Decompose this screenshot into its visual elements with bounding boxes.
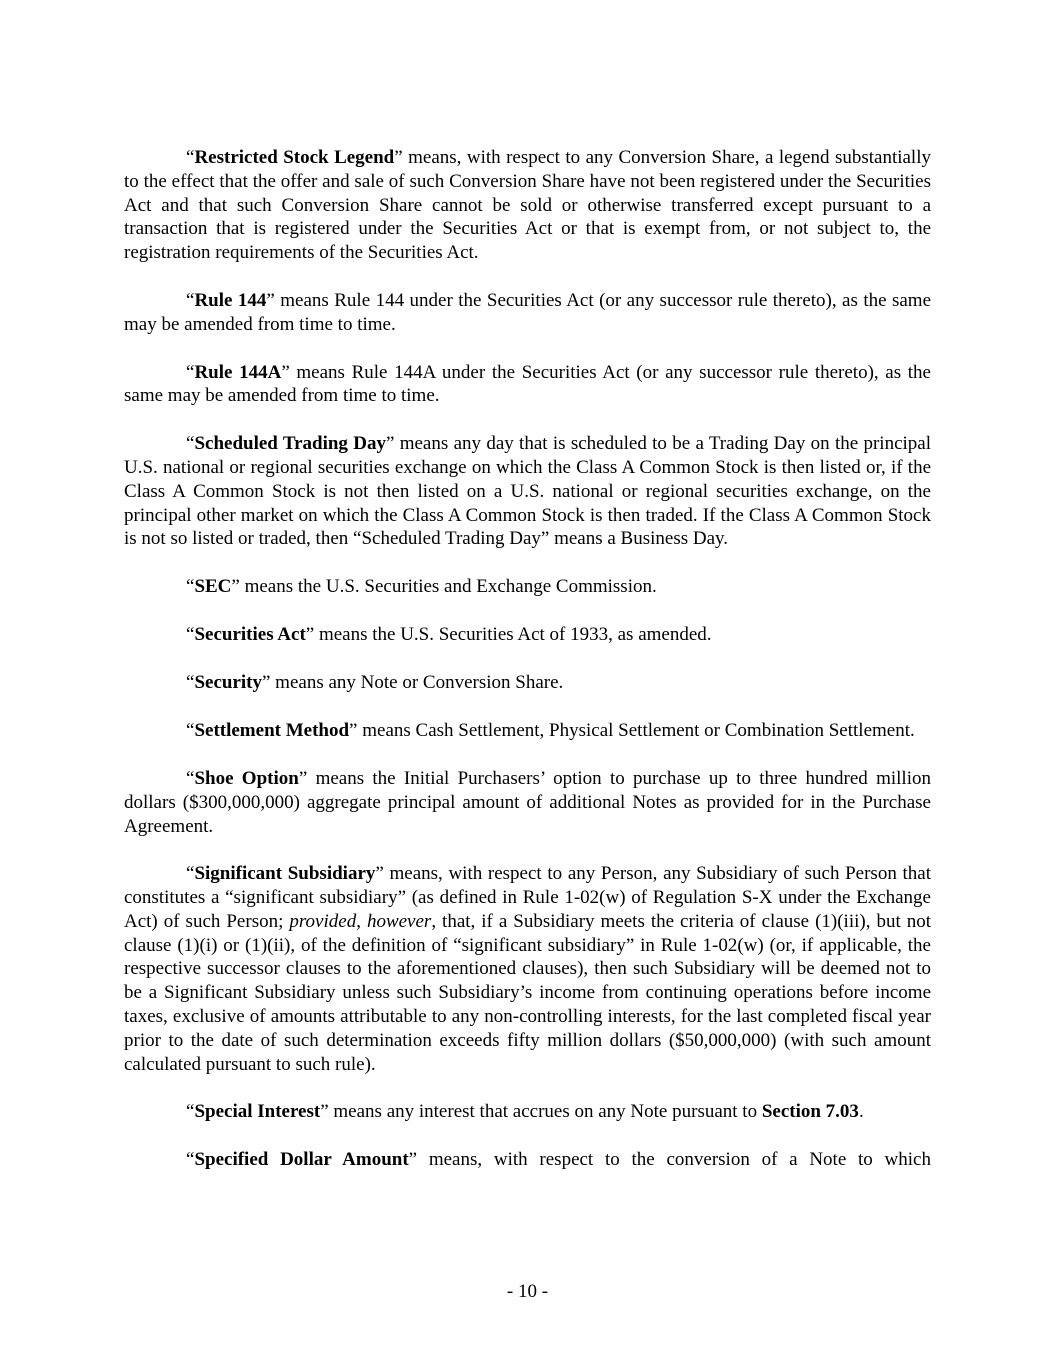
definition-text: means any day that is scheduled to be a Trading Day on the principal U.S. national or regional securities exchange on which the Class A Common Stock is then listed or, if the Class A Common Stock is not then listed on a U.S. national or regional securities exchange, on the principal other market on which the Class A Common Stock is then traded. If the Class A Common Stock is not so listed or traded, then “Scheduled Trading Day” means a Business Day.: [124, 433, 931, 550]
period: .: [858, 1101, 864, 1123]
open-quote: “: [186, 361, 195, 383]
close-quote: ”: [281, 361, 290, 383]
definition-text: , that, if a Subsidiary meets the criteria of clause (1)(iii), but not clause (1)(i) or (1)(ii), of the definition of “significant subsidiary” in Rule 1-02(w) (or, if applicable, the respective successor clauses to the aforementioned clauses), then such Subsidiary will be deemed not to be a Significant Subsidiary unless such Subsidiary’s income from continuing operations before income taxes, exclusive of amounts attributable to any non-controlling interests, for the last completed fiscal year prior to the date of such determination exceeds fifty million dollars ($50,000,000) (with such amount calculated pursuant to such rule).: [124, 910, 931, 1075]
close-quote: ”: [261, 672, 271, 694]
definition-security: [124, 671, 931, 695]
open-quote: “: [186, 576, 195, 598]
definition-text: means Rule 144 under the Securities Act (or any successor rule thereto), as the same may be amended from time to time.: [124, 289, 932, 335]
close-quote: ”: [385, 433, 395, 455]
definition-special-interest: [124, 1100, 931, 1124]
close-quote: ”: [231, 576, 240, 598]
definition-restricted-stock-legend: [124, 146, 931, 265]
defined-term: Special Interest: [194, 1101, 321, 1123]
definition-text: means any interest that accrues on any Note pursuant to: [328, 1101, 762, 1123]
defined-term: Security: [194, 672, 262, 694]
definition-text: means, with respect to the conversion of a Note to which: [417, 1149, 931, 1171]
definition-settlement-method: [124, 719, 931, 743]
close-quote: ”: [408, 1149, 418, 1171]
definition-securities-act: [124, 623, 931, 647]
definition-text: means Cash Settlement, Physical Settlement or Combination Settlement.: [357, 720, 915, 742]
close-quote: ”: [320, 1101, 329, 1123]
definition-text: means the Initial Purchasers’ option to purchase up to three hundred million dollars ($300,000,000) aggregate principal amount of additional Notes as provided for in the Purchase Agreement.: [124, 767, 931, 837]
definition-text: means, with respect to any Conversion Share, a legend substantially to the effect that the offer and sale of such Conversion Share have not been registered under the Securities Act and that such Conversion Share cannot be sold or otherwise transferred except pursuant to a transaction that is registered under the Securities Act or that is exempt from, or not subject to, the registration requirements of the Securities Act.: [124, 147, 931, 264]
defined-term: Settlement Method: [194, 720, 350, 742]
open-quote: “: [186, 863, 195, 885]
open-quote: “: [186, 624, 195, 646]
close-quote: ”: [394, 147, 403, 168]
definition-text: means, with respect to any Person, any Subsidiary of such Person that constitutes a “significant subsidiary” (as defined in Rule 1-02(w) of Regulation S-X under the Exchange Act) of such Person;: [124, 863, 931, 932]
defined-term: Rule 144A: [194, 361, 282, 383]
open-quote: “: [186, 767, 195, 789]
close-quote: ”: [305, 624, 315, 646]
proviso-term: however: [366, 910, 432, 932]
close-quote: ”: [266, 289, 275, 311]
open-quote: “: [186, 720, 195, 742]
definition-rule-144: [124, 289, 931, 337]
definition-scheduled-trading-day: [124, 432, 931, 551]
open-quote: “: [186, 289, 195, 311]
open-quote: “: [186, 1101, 195, 1123]
section-reference: Section 7.03: [761, 1101, 859, 1123]
open-quote: “: [186, 1149, 195, 1171]
definition-text: means the U.S. Securities and Exchange Commission.: [239, 576, 657, 598]
close-quote: ”: [298, 767, 308, 789]
document-page: [124, 146, 931, 1196]
defined-term: Specified Dollar Amount: [194, 1149, 409, 1171]
defined-term: Securities Act: [194, 624, 306, 646]
definition-significant-subsidiary: [124, 862, 931, 1076]
definition-text: means any Note or Conversion Share.: [270, 672, 564, 694]
definition-text: means the U.S. Securities Act of 1933, as amended.: [314, 624, 712, 646]
defined-term: Rule 144: [194, 289, 267, 311]
close-quote: ”: [375, 863, 384, 885]
defined-term: Shoe Option: [194, 767, 299, 789]
open-quote: “: [186, 147, 195, 168]
separator: ,: [356, 910, 367, 932]
definition-shoe-option: [124, 767, 931, 838]
page-number: - 10 -: [506, 1281, 549, 1302]
open-quote: “: [186, 672, 195, 694]
definition-rule-144a: [124, 361, 931, 409]
defined-term: Scheduled Trading Day: [194, 433, 386, 455]
definition-sec: [124, 575, 931, 599]
defined-term: Significant Subsidiary: [194, 863, 376, 885]
defined-term: Restricted Stock Legend: [194, 147, 395, 168]
open-quote: “: [186, 433, 195, 455]
definition-specified-dollar-amount: [124, 1148, 931, 1172]
defined-term: SEC: [194, 576, 232, 598]
proviso-term: provided: [289, 910, 357, 932]
close-quote: ”: [349, 720, 358, 742]
definition-text: means Rule 144A under the Securities Act (or any successor rule thereto), as the same may be amended from time to time.: [124, 361, 931, 407]
